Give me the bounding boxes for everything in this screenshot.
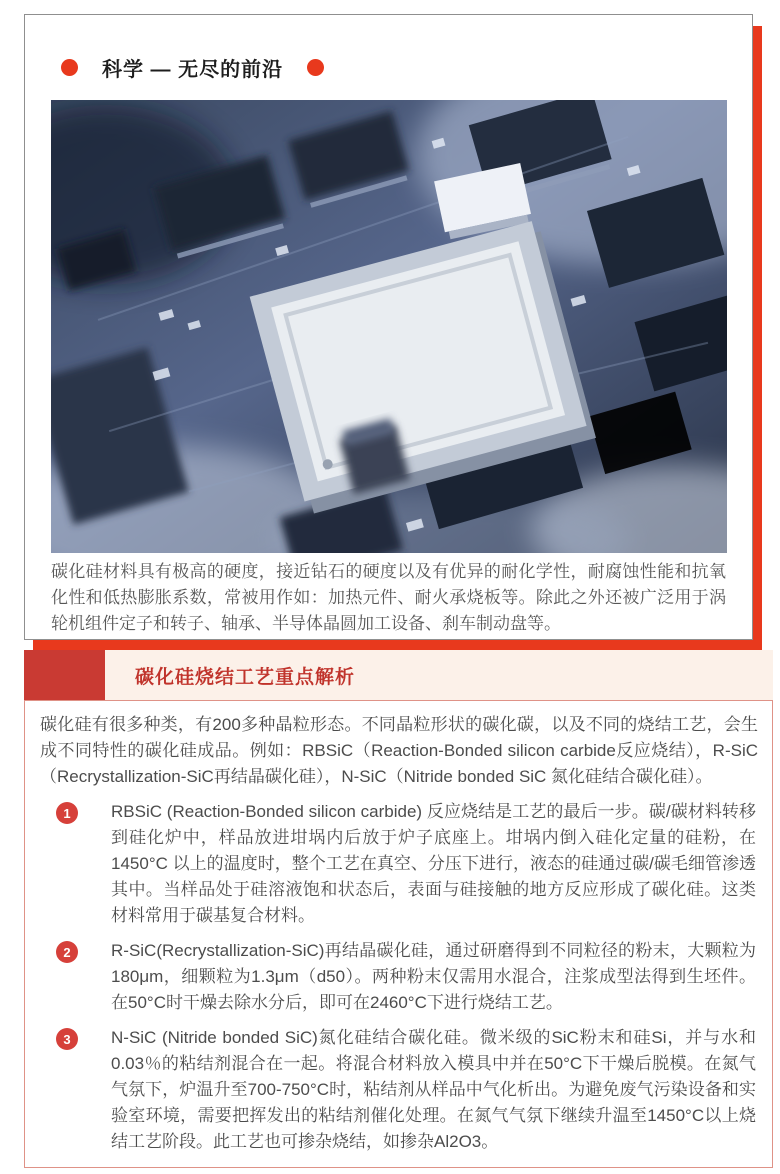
- item-text: R-SiC(Recrystallization-SiC)再结晶碳化硅，通过研磨得到不同粒径的粉末，大颗粒为180μm，细颗粒为1.3μm（d50）。两种粉末仅需用水混合，注浆成型法得到生坯件。在50°C时干燥去除水分后，即可在2460°C下进行烧结工艺。: [111, 941, 756, 1012]
- photo-caption: 碳化硅材料具有极高的硬度，接近钻石的硬度以及有优异的耐化学性，耐腐蚀性能和抗氧化性和低热膨胀系数，常被用作如：加热元件、耐火承烧板等。除此之外还被广泛用于涡轮机组件定子和转子、轴承、半导体晶圆加工设备、刹车制动盘等。: [51, 562, 726, 633]
- article-header: [25, 15, 752, 100]
- item-number-badge: 2: [56, 941, 78, 963]
- red-dot-icon: [307, 59, 324, 76]
- red-block-icon: [24, 650, 105, 700]
- item-number-badge: 3: [56, 1028, 78, 1050]
- article-card: [24, 14, 753, 640]
- item-text: RBSiC (Reaction-Bonded silicon carbide) 反应烧结是工艺的最后一步。碳/碳材料转移到硅化炉中，样品放进坩埚内后放于炉子底座上。坩埚内倒入硅化定量的硅粉，在1450°C 以上的温度时，整个工艺在真空、分压下进行，液态的硅通过碳/碳毛细管渗透其中。当样品处于硅溶液饱和状态后，表面与硅接触的地方反应形成了碳化硅。这类材料常用于碳基复合材料。: [111, 802, 756, 925]
- item-text: N-SiC (Nitride bonded SiC)氮化硅结合碳化硅。微米级的SiC粉末和硅Si，并与水和0.03％的粘结剂混合在一起。将混合材料放入模具中并在50°C下干燥后脱模。在氮气气氛下，炉温升至700-750°C时，粘结剂从样品中气化析出。为避免废气污染设备和实验室环境，需要把挥发出的粘结剂催化处理。在氮气气氛下继续升温至1450°C以上烧结工艺阶段。此工艺也可掺杂烧结，如掺杂Al2O3。: [111, 1028, 756, 1151]
- circuit-board-photo: [51, 100, 727, 553]
- item-number-badge: 1: [56, 802, 78, 824]
- list-item: [40, 1025, 758, 1155]
- red-dot-icon: [61, 59, 78, 76]
- analysis-content-box: [24, 700, 773, 1168]
- analysis-header-band: [24, 650, 773, 700]
- list-item: [40, 799, 758, 929]
- list-item: [40, 938, 758, 1016]
- analysis-title: 碳化硅烧结工艺重点解析: [135, 666, 356, 688]
- analysis-card: [24, 650, 773, 1168]
- article-title: 科学 — 无尽的前沿: [102, 59, 284, 81]
- analysis-intro: 碳化硅有很多种类，有200多种晶粒形态。不同晶粒形状的碳化碳，以及不同的烧结工艺，会生成不同特性的碳化硅成品。例如：RBSiC（Reaction-Bonded silicon carbide反应烧结），R-SiC（Recrystallization-SiC再结晶碳化硅），N-SiC（Nitride bonded SiC 氮化硅结合碳化硅）。: [40, 715, 758, 786]
- circuit-board-illustration: [51, 100, 727, 553]
